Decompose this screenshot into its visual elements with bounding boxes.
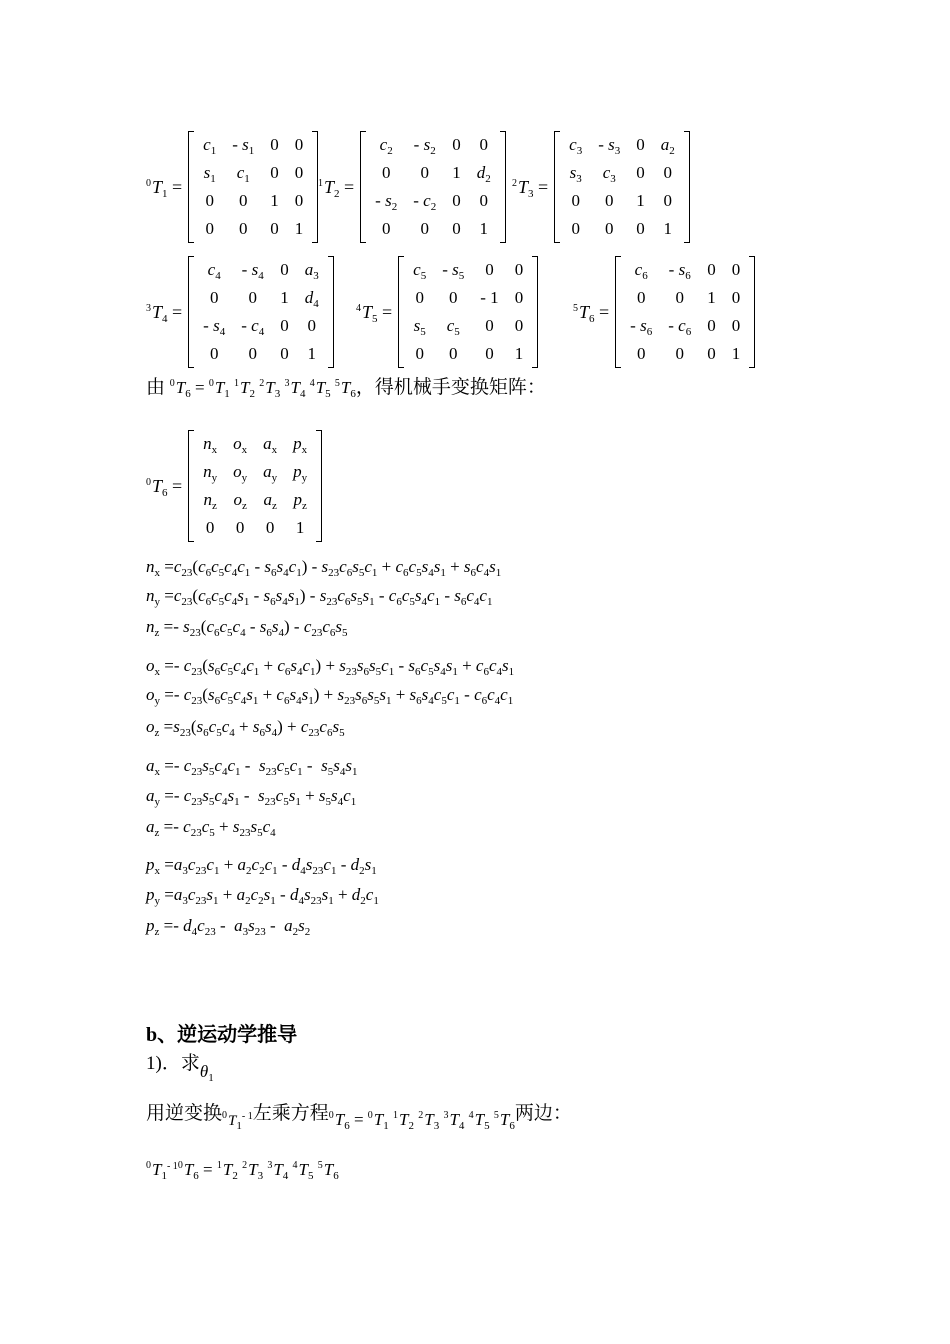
eq-oz: $o_z =s_{23}(s_6c_5c_4 + s_6s_4) + c_{23}c_6s_5$ <box>146 717 345 739</box>
eq-ax: $a_x =- c_{23}s_5c_4c_1 - s_{23}c_5c_1 - s_5s_4s_1$ <box>146 756 358 778</box>
left-mult-text: 左乘方程 <box>252 1102 329 1124</box>
eq-pz: $p_z =- d_4c_{23} - a_3s_{23} - a_2s_2$ <box>146 916 311 938</box>
eq-inverse: $^0T_1^{- 10}T_6 = ^1T_2$ $^2T_3$ $^3T_4$ $^4T_5$ $^5T_6$ <box>146 1160 339 1182</box>
matrix-T06-label: $^0T_6$ = <box>146 475 183 499</box>
matrix-T06-body: $n_x$ $o_x$ $a_x$ $p_x$ $n_y$ $o_y$ $a_y$ $p_y$ $n_z$ $o_z$ $a_z$ $p_z$ 0 0 0 1 <box>188 430 322 542</box>
step1-prefix: 1)．求 <box>146 1053 200 1074</box>
inverse-T01: 0T1- 1 <box>222 1110 253 1132</box>
eq-px: $p_x =a_3c_{23}c_1 + a_2c_2c_1 - d_4s_{23}c_1 - d_2s_1$ <box>146 855 377 877</box>
matrix-T34 <box>146 256 334 368</box>
matrix-T45-label: $^4T_5$ = <box>356 301 393 325</box>
step1-line <box>146 1048 214 1084</box>
use-inverse-text: 用逆变换 <box>146 1102 223 1124</box>
eq-ny: $n_y =c_{23}(c_6c_5c_4s_1 - s_6s_4s_1) - s_{23}c_6s_5s_1 - c_6c_5s_4c_1 - s_6c_4c_1$ <box>146 586 493 608</box>
eq-oy: $o_y =- c_{23}(s_6c_5c_4s_1 + c_6s_4s_1) + s_{23}s_6s_5s_1 + s_6s_4c_5c_1 - c_6c_4c_1$ <box>146 685 514 707</box>
eq-ox: $o_x =- c_{23}(s_6c_5c_4c_1 + c_6s_4c_1) + s_{23}s_6s_5c_1 - s_6c_5s_4s_1 + c_6c_4s_1$ <box>146 656 515 678</box>
section-heading-text: b、逆运动学推导 <box>146 1024 298 1046</box>
both-sides-text: 两边： <box>514 1102 572 1124</box>
matrix-T45-body: $c_5$ - $s_5$ 0 0 0 0 - 1 0 $s_5$ $c_5$ 0 0 0 0 0 1 <box>398 256 538 368</box>
you-text: 由 <box>146 376 166 398</box>
matrix-T12-label: $^1T_2$ = <box>318 176 355 200</box>
matrix-T12-body: $c_2$ - $s_2$ 0 0 0 0 1 $d_2$ - $s_2$ - $c_2$ 0 0 0 0 0 1 <box>360 131 506 243</box>
matrix-T34-label: $^3T_4$ = <box>146 301 183 325</box>
chain-equation: $^0T_6 = ^0T_1$ $^1T_2$ $^2T_3$ $^3T_4$ $^4T_5$ $^5T_6$ <box>169 378 356 400</box>
matrix-T06 <box>146 430 322 542</box>
eq-az: $a_z =- c_{23}c_5 + s_{23}s_5c_4$ <box>146 817 276 839</box>
matrix-T01-body: $c_1$ - $s_1$ 0 0 $s_1$ $c_1$ 0 0 0 0 1 0 0 0 0 1 <box>188 131 318 243</box>
inverse-line <box>146 1098 572 1132</box>
eq-ay: $a_y =- c_{23}s_5c_4s_1 - s_{23}c_5s_1 + s_5s_4c_1$ <box>146 786 357 808</box>
matrix-T56-label: $^5T_6$ = <box>573 301 610 325</box>
matrix-T23-label: $^2T_3$ = <box>512 176 549 200</box>
matrix-T45 <box>356 256 538 368</box>
chain-sentence <box>146 372 546 399</box>
theta1-symbol: $\theta_1$ <box>199 1062 214 1084</box>
matrix-T34-body: $c_4$ - $s_4$ 0 $a_3$ 0 0 1 $d_4$ - $s_4$ - $c_4$ 0 0 0 0 0 1 <box>188 256 334 368</box>
matrix-T01 <box>146 131 318 243</box>
matrix-T01-label: $^0T_1$ = <box>146 176 183 200</box>
matrix-T56-body: $c_6$ - $s_6$ 0 0 0 0 1 0 - $s_6$ - $c_6$ 0 0 0 0 0 1 <box>615 256 755 368</box>
eq-nx: $n_x =c_{23}(c_6c_5c_4c_1 - s_6s_4c_1) - s_{23}c_6s_5c_1 + c_6c_5s_4s_1 + s_6c_4s_1$ <box>146 557 502 579</box>
get-matrix-text: ，得机械手变换矩阵： <box>355 376 546 398</box>
eq-py: $p_y =a_3c_{23}s_1 + a_2c_2s_1 - d_4s_{23}s_1 + d_2c_1$ <box>146 885 379 907</box>
section-heading <box>146 1018 297 1047</box>
eq-nz: $n_z =- s_{23}(c_6c_5c_4 - s_6s_4) - c_{23}c_6s_5$ <box>146 617 348 639</box>
matrix-T23 <box>512 131 690 243</box>
matrix-T12 <box>318 131 506 243</box>
chain-equation-2: $^0T_6 = ^0T_1$ $^1T_2$ $^2T_3$ $^3T_4$ $^4T_5$ $^5T_6$ <box>328 1110 515 1132</box>
matrix-T56 <box>573 256 755 368</box>
matrix-T23-body: $c_3$ - $s_3$ 0 $a_2$ $s_3$ $c_3$ 0 0 0 0 1 0 0 0 0 1 <box>554 131 690 243</box>
